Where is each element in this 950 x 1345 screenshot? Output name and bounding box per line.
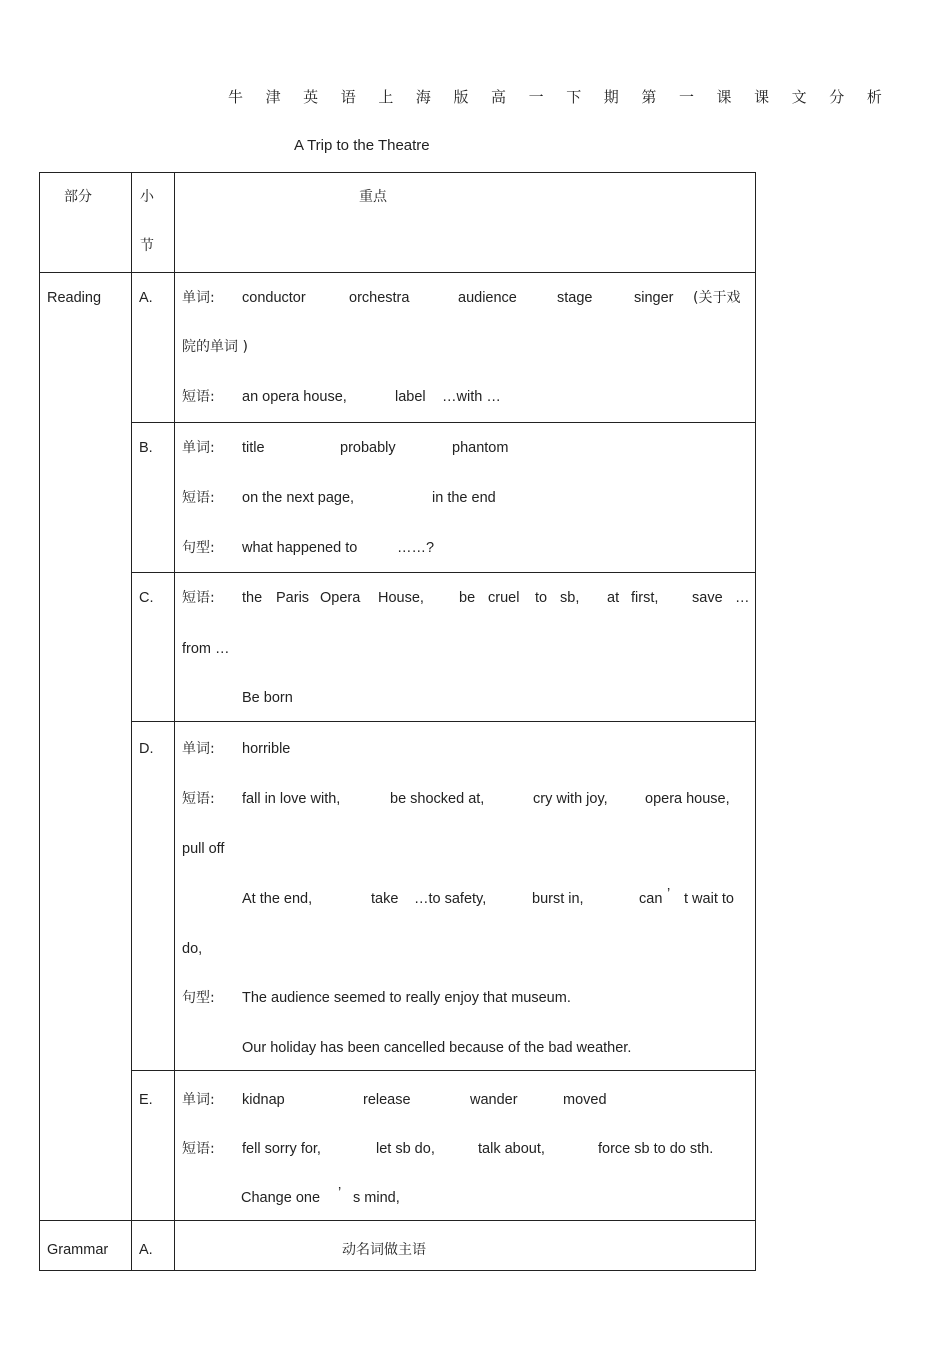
phrase-word: first, — [631, 590, 659, 606]
phrase: be shocked at, — [390, 791, 485, 807]
phrase-word: to — [535, 590, 548, 606]
phrase: pull off — [182, 841, 225, 857]
phrase-word: Paris — [276, 590, 310, 606]
title-char: 一 — [528, 88, 544, 106]
title-char: 津 — [265, 88, 281, 106]
phrase: let sb do, — [376, 1141, 435, 1157]
table-border-top — [39, 172, 756, 173]
row-divider — [131, 572, 756, 573]
title-char: 语 — [340, 88, 356, 106]
vocab-word: audience — [458, 290, 517, 306]
header-section: 小 — [140, 189, 154, 205]
sentence-pattern: Our holiday has been cancelled because of the bad weather. — [242, 1040, 632, 1056]
title-char: 课 — [754, 88, 770, 106]
vocab-word: horrible — [242, 741, 291, 757]
vocab-word: wander — [470, 1092, 518, 1108]
phrase: an opera house, — [242, 389, 347, 405]
section-label: A. — [139, 290, 153, 306]
title-char: 下 — [566, 88, 582, 106]
phrase: …to safety, — [414, 891, 487, 907]
phrase: ’ — [667, 886, 671, 902]
title-char: 上 — [378, 88, 394, 106]
phrase: label — [395, 389, 426, 405]
phrase: in the end — [432, 490, 496, 506]
phrase: from … — [182, 641, 230, 657]
phrase: talk about, — [478, 1141, 545, 1157]
vocab-word: title — [242, 440, 265, 456]
vocab-word: release — [363, 1092, 411, 1108]
phrase: ’ — [338, 1185, 342, 1201]
phrase-word: House, — [378, 590, 424, 606]
phrase: t wait to — [684, 891, 734, 907]
phrase: can — [639, 891, 663, 907]
vocab-word: orchestra — [349, 290, 410, 306]
vocab-word: kidnap — [242, 1092, 285, 1108]
words-label: 单词: — [182, 290, 215, 306]
phrase: Be born — [242, 690, 293, 706]
lesson-subtitle: A Trip to the Theatre — [294, 137, 430, 154]
vocab-note: 院的单词 ) — [182, 339, 248, 355]
sentence-label: 句型: — [182, 540, 215, 556]
title-char: 析 — [866, 88, 882, 106]
title-char: 期 — [603, 88, 619, 106]
title-char: 第 — [641, 88, 657, 106]
title-char: 英 — [303, 88, 319, 106]
phrase-word: the — [242, 590, 263, 606]
table-border-left — [39, 172, 40, 1271]
phrase-word: Opera — [320, 590, 361, 606]
phrase: Change one — [241, 1190, 321, 1206]
title-char: 一 — [678, 88, 694, 106]
row-divider — [131, 422, 756, 423]
phrase: on the next page, — [242, 490, 355, 506]
vocab-word: moved — [563, 1092, 607, 1108]
phrases-label: 短语: — [182, 389, 215, 405]
words-label: 单词: — [182, 440, 215, 456]
section-label: E. — [139, 1092, 153, 1108]
phrase-word: at — [607, 590, 620, 606]
grammar-point: 动名词做主语 — [342, 1242, 426, 1258]
phrase-word: be — [459, 590, 476, 606]
phrase-word: … — [735, 590, 750, 606]
phrase-word: sb, — [560, 590, 580, 606]
phrase: fell sorry for, — [242, 1141, 321, 1157]
phrase: s mind, — [353, 1190, 400, 1206]
phrase: burst in, — [532, 891, 584, 907]
row-divider — [39, 1220, 756, 1221]
phrases-label: 短语: — [182, 490, 215, 506]
title-char: 高 — [491, 88, 507, 106]
title-char: 课 — [716, 88, 732, 106]
vocab-note: (关于戏 — [693, 290, 741, 306]
phrase-word: save — [692, 590, 723, 606]
title-char: 分 — [829, 88, 845, 106]
vocab-word: phantom — [452, 440, 509, 456]
phrase: opera house, — [645, 791, 730, 807]
sentence-label: 句型: — [182, 990, 215, 1006]
sentence-pattern: ……? — [397, 540, 435, 556]
table-border-bottom — [39, 1270, 756, 1271]
sentence-pattern: what happened to — [242, 540, 358, 556]
part-label-reading: Reading — [47, 290, 102, 306]
phrase: force sb to do sth. — [598, 1141, 714, 1157]
phrase: …with … — [442, 389, 501, 405]
title-char: 文 — [791, 88, 807, 106]
page-title — [228, 86, 882, 106]
phrase: At the end, — [242, 891, 313, 907]
phrase: fall in love with, — [242, 791, 341, 807]
section-label: C. — [139, 590, 154, 606]
phrase: do, — [182, 941, 203, 957]
phrases-label: 短语: — [182, 1141, 215, 1157]
section-label: A. — [139, 1242, 153, 1258]
words-label: 单词: — [182, 741, 215, 757]
section-label: D. — [139, 741, 154, 757]
section-label: B. — [139, 440, 153, 456]
header-key-points: 重点 — [359, 189, 387, 205]
header-part: 部分 — [64, 189, 92, 205]
header-section: 节 — [140, 238, 154, 254]
title-char: 版 — [453, 88, 469, 106]
vocab-word: conductor — [242, 290, 306, 306]
words-label: 单词: — [182, 1092, 215, 1108]
phrase: cry with joy, — [533, 791, 608, 807]
title-char: 海 — [415, 88, 431, 106]
part-label-grammar: Grammar — [47, 1242, 109, 1258]
vocab-word: probably — [340, 440, 396, 456]
title-char: 牛 — [228, 88, 244, 106]
phrase-word: cruel — [488, 590, 520, 606]
phrases-label: 短语: — [182, 590, 215, 606]
row-divider — [39, 272, 756, 273]
sentence-pattern: The audience seemed to really enjoy that museum. — [242, 990, 571, 1006]
phrase: take — [371, 891, 399, 907]
phrases-label: 短语: — [182, 791, 215, 807]
vocab-word: singer — [634, 290, 674, 306]
row-divider — [131, 1070, 756, 1071]
row-divider — [131, 721, 756, 722]
vocab-word: stage — [557, 290, 593, 306]
